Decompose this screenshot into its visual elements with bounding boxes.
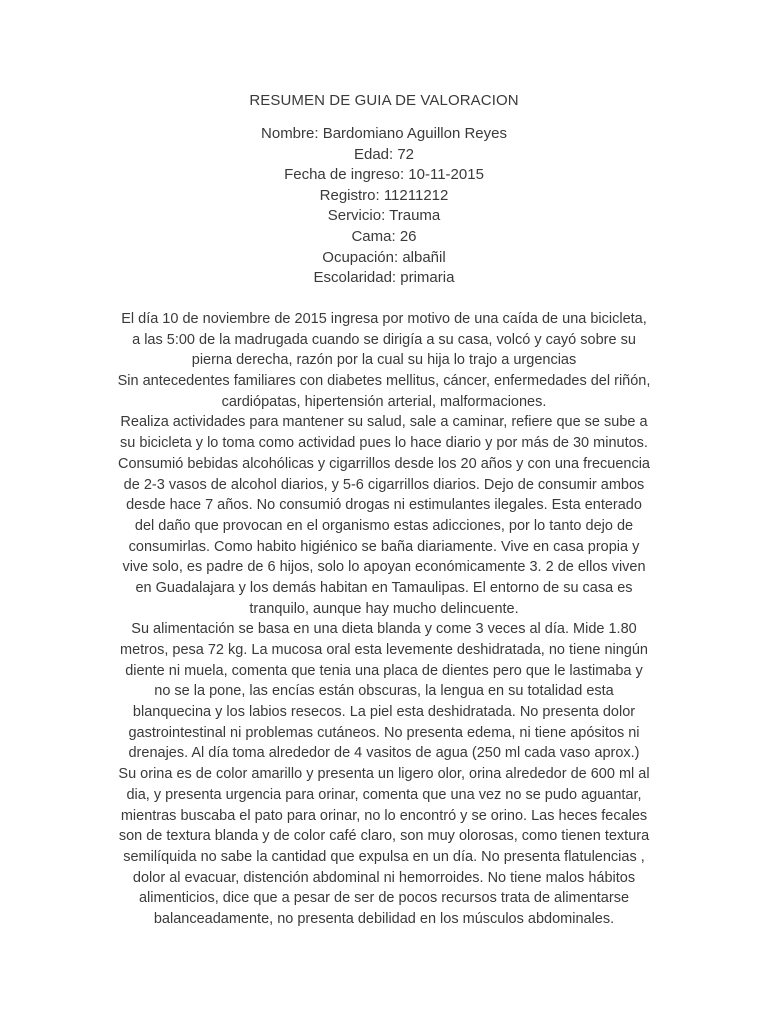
registry-number: Registro: 11211212 <box>319 186 449 204</box>
text-line: Su orina es de color amarillo y presenta un ligero olor, orina alrededor de 600 ml al <box>118 766 650 783</box>
occupation: Ocupación: albañil <box>322 248 446 266</box>
text-line: balanceadamente, no presenta debilidad en los músculos abdominales. <box>153 910 615 927</box>
text-line: del daño que provocan en el organismo estas adicciones, por lo tanto dejo de <box>134 517 634 534</box>
text-line: a las 5:00 de la madrugada cuando se dirigía a su casa, volcó y cayó sobre su <box>132 331 636 348</box>
text-line: alimenticios, dice que a pesar de ser de pocos recursos trata de alimentarse <box>138 890 630 907</box>
text-line: pierna derecha, razón por la cual su hija lo trajo a urgencias <box>191 352 577 369</box>
text-line: cardiópatas, hipertensión arterial, malformaciones. <box>221 393 547 410</box>
text-line: en Guadalajara y los demás habitan en Tamaulipas. El entorno de su casa es <box>135 579 633 596</box>
patient-info <box>0 124 768 289</box>
text-line: metros, pesa 72 kg. La mucosa oral esta levemente deshidratada, no tiene ningún <box>120 642 648 658</box>
text-line: Sin antecedentes familiares con diabetes mellitus, cáncer, enfermedades del riñón, <box>117 373 651 390</box>
text-line: Su alimentación se basa en una dieta blanda y come 3 veces al día. Mide 1.80 <box>131 621 637 638</box>
text-line: de 2-3 vasos de alcohol diarios, y 5-6 cigarrillos diarios. Dejo de consumir ambos <box>123 476 645 493</box>
text-line: su bicicleta y lo toma como actividad pues lo hace diario y por más de 30 minutos. <box>120 435 648 452</box>
education: Escolaridad: primaria <box>313 269 455 287</box>
text-line: vive solo, es padre de 6 hijos, solo lo apoyan económicamente 3. 2 de ellos viven <box>122 559 646 576</box>
text-line: Realiza actividades para mantener su salud, sale a caminar, refiere que se sube a <box>120 414 648 431</box>
text-line: dia, y presenta urgencia para orinar, comenta que una vez no se pudo aguantar, <box>126 786 642 803</box>
text-line: diente ni muela, comenta que tenia una placa de dientes pero que le lastimaba y <box>125 662 643 679</box>
text-line: no se la pone, las encías están obscuras, la lengua en su totalidad esta <box>154 683 614 700</box>
text-line: consumirlas. Como habito higiénico se baña diariamente. Vive en casa propia y <box>128 538 640 555</box>
text-line: son de textura blanda y de color café claro, son muy olorosas, como tienen textura <box>118 828 650 845</box>
text-line: blanquecina y los labios resecos. La piel esta deshidratada. No presenta dolor <box>132 704 636 721</box>
patient-name: Nombre: Bardomiano Aguillon Reyes <box>261 125 507 142</box>
admission-date: Fecha de ingreso: 10-11-2015 <box>284 166 484 184</box>
text-line: mientras buscaba el pato para orinar, no lo encontró y se orino. Las heces fecales <box>120 807 648 824</box>
text-line: tranquilo, aunque hay mucho delincuente. <box>249 600 519 617</box>
text-line: semilíquida no sabe la cantidad que expulsa en un día. No presenta flatulencias , <box>123 848 645 865</box>
text-line: gastrointestinal ni problemas cutáneos. No presenta edema, ni tiene apósitos ni <box>128 724 640 741</box>
text-line: drenajes. Al día toma alrededor de 4 vasitos de agua (250 ml cada vaso aprox.) <box>128 745 640 762</box>
patient-age: Edad: 72 <box>353 145 415 163</box>
text-line: desde hace 7 años. No consumió drogas ni estimulantes ilegales. Esta enterado <box>126 497 642 514</box>
text-line: dolor al evacuar, distención abdominal ni hemorroides. No tiene malos hábitos <box>132 869 636 886</box>
service: Servicio: Trauma <box>327 207 441 225</box>
assessment-body <box>0 309 768 930</box>
text-line: Consumió bebidas alcohólicas y cigarrillos desde los 20 años y con una frecuencia <box>118 455 650 472</box>
text-line: El día 10 de noviembre de 2015 ingresa por motivo de una caída de una bicicleta, <box>121 311 647 327</box>
document-title: RESUMEN DE GUIA DE VALORACION <box>249 92 519 109</box>
bed-number: Cama: 26 <box>351 227 417 245</box>
